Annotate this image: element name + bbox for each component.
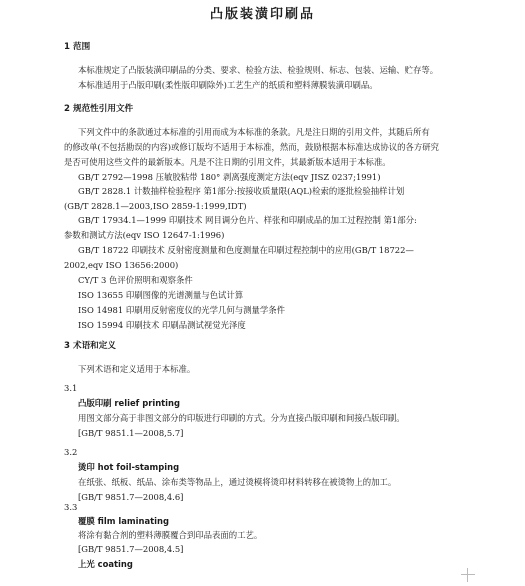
crosshair-mark-icon xyxy=(461,568,475,582)
paragraph: 本标准适用于凸版印刷(柔性版印刷除外)工艺生产的纸质和塑料薄膜装潢印刷品。 xyxy=(78,80,378,90)
term-definition: 将涂有黏合剂的塑料薄膜覆合到印品表面的工艺。 xyxy=(78,530,263,540)
section-heading-terms: 3 术语和定义 xyxy=(64,341,116,351)
page-title: 凸版装潢印刷品 xyxy=(209,7,315,22)
section-heading-references: 2 规范性引用文件 xyxy=(64,104,134,114)
paragraph: 本标准规定了凸版装潢印刷品的分类、要求、检验方法、检验规则、标志、包装、运输、贮存等。 xyxy=(78,65,439,75)
reference-item: ISO 15994 印刷技术 印刷品测试视觉光泽度 xyxy=(78,320,246,330)
term-number: 3.1 xyxy=(64,383,78,393)
term-number: 3.3 xyxy=(64,502,78,512)
paragraph: 下列术语和定义适用于本标准。 xyxy=(78,364,196,374)
reference-item: CY/T 3 色评价照明和观察条件 xyxy=(78,275,193,285)
paragraph-line: 的修改单(不包括勘误的内容)或修订版均不适用于本标准，然而，鼓励根据本标准达成协议的各方研究 xyxy=(64,142,440,152)
term-source: [GB/T 9851.1—2008,5.7] xyxy=(78,428,184,438)
reference-item: ISO 14981 印刷用反射密度仪的光学几何与测量学条件 xyxy=(78,305,286,315)
reference-item-continuation: 参数和测试方法(eqv ISO 12647-1:1996) xyxy=(64,230,225,240)
reference-item: GB/T 2828.1 计数抽样检验程序 第1部分:按接收质量限(AQL)检索的逐批检验抽样计划 xyxy=(78,186,405,196)
section-heading-scope: 1 范围 xyxy=(64,42,91,52)
term-definition: 在纸张、纸板、纸品、涂布类等物品上，通过烫模将烫印材料转移在被烫物上的加工。 xyxy=(78,477,397,487)
term-definition: 用图文部分高于非图文部分的印版进行印刷的方式。分为直接凸版印刷和间接凸版印刷。 xyxy=(78,413,405,423)
paragraph-line: 是否可使用这些文件的最新版本。凡是不注日期的引用文件，其最新版本适用于本标准。 xyxy=(64,157,391,167)
reference-item: GB/T 2792—1998 压敏胶粘带 180° 剥离强度测定方法(eqv JISZ 0237;1991) xyxy=(78,172,381,182)
reference-item: ISO 13655 印刷图像的光谱测量与色试计算 xyxy=(78,290,244,300)
paragraph-line: 下列文件中的条款通过本标准的引用而成为本标准的条款。凡是注日期的引用文件，其随后所有 xyxy=(78,127,430,137)
reference-item-continuation: (GB/T 2828.1—2003,ISO 2859-1:1999,IDT) xyxy=(64,201,247,211)
term-name: 烫印 hot foil-stamping xyxy=(78,462,180,472)
term-number: 3.2 xyxy=(64,447,78,457)
term-name: 凸版印刷 relief printing xyxy=(78,398,180,408)
term-source: [GB/T 9851.7—2008,4.6] xyxy=(78,492,184,502)
term-name: 覆膜 film laminating xyxy=(78,516,169,526)
reference-item: GB/T 18722 印刷技术 反射密度测量和色度测量在印刷过程控制中的应用(GB/T 18722— xyxy=(78,245,414,255)
reference-item: GB/T 17934.1—1999 印刷技术 网目调分色片、样张和印刷成品的加工过程控制 第1部分: xyxy=(78,215,417,225)
term-name: 上光 coating xyxy=(78,559,133,569)
reference-item-continuation: 2002,eqv ISO 13656:2000) xyxy=(64,260,179,270)
term-source: [GB/T 9851.7—2008,4.5] xyxy=(78,544,184,554)
